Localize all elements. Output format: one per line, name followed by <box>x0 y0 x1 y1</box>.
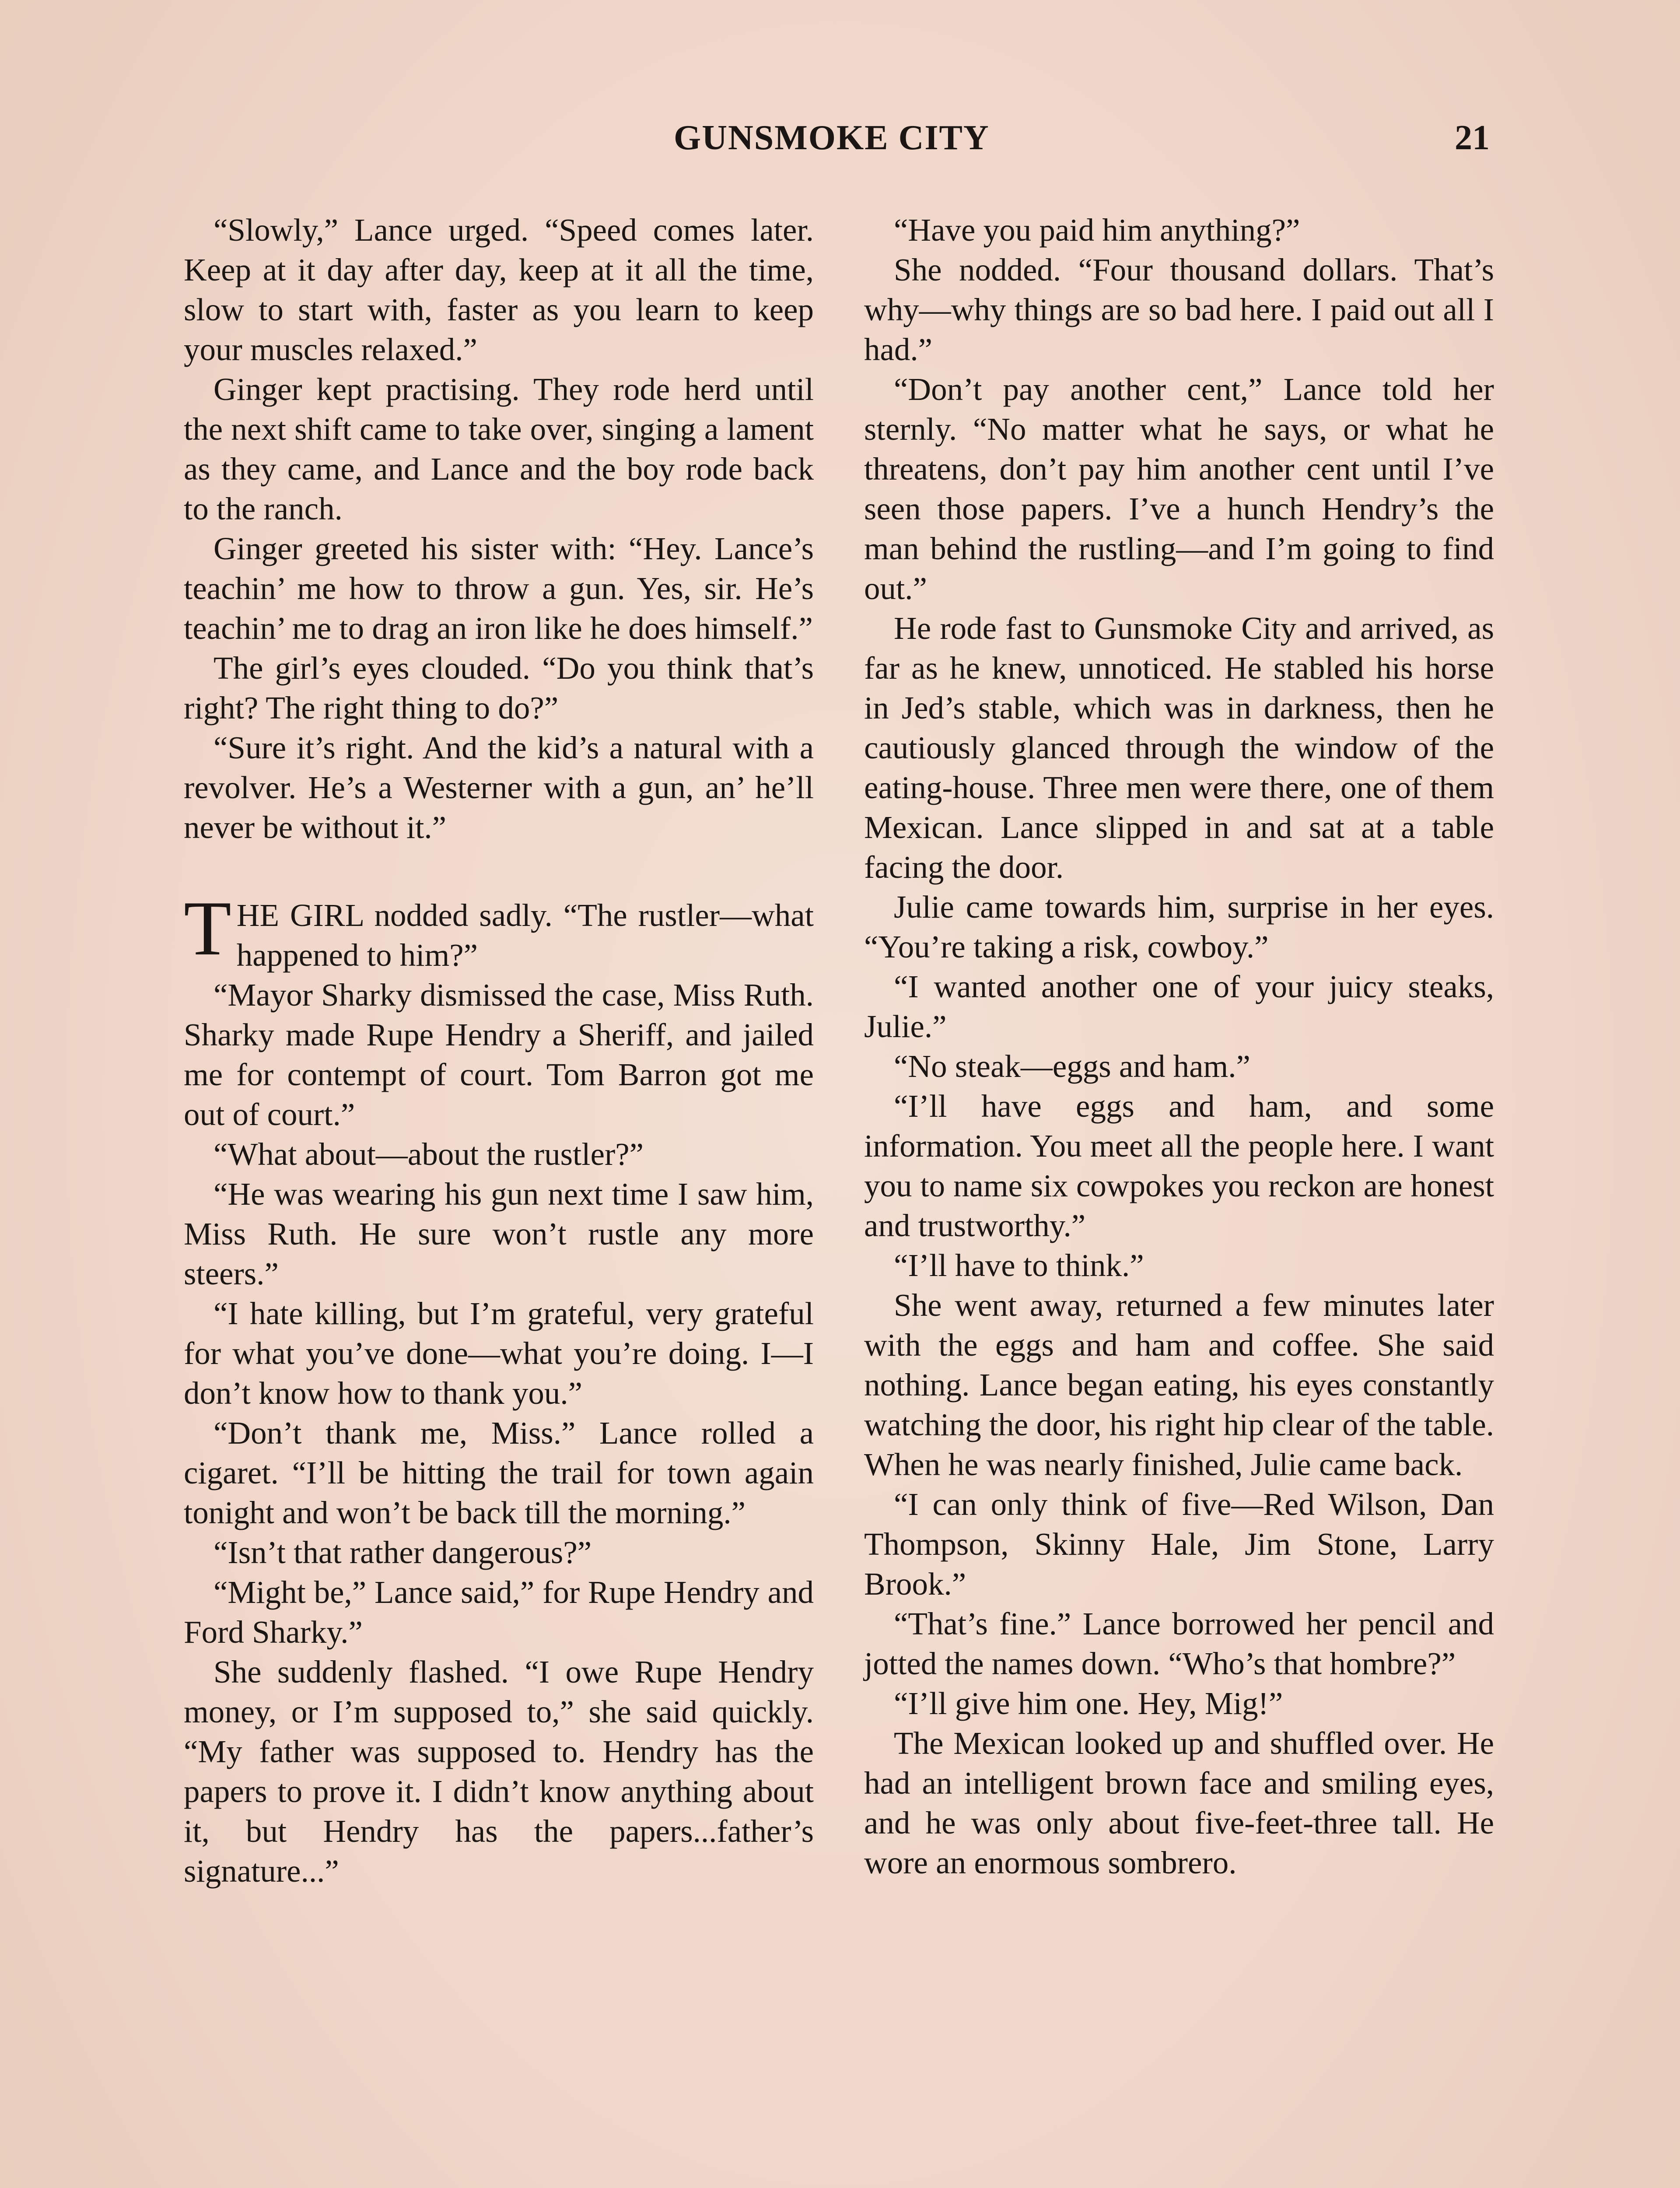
right-column <box>864 210 1494 1883</box>
paragraph: “Have you paid him anything?” <box>894 212 1300 248</box>
running-header: GUNSMOKE CITY <box>674 119 990 157</box>
paragraph-text: HE GIRL nodded sadly. “The rustler—what happened to him?” <box>236 898 814 973</box>
paragraph: “Mayor Sharky dismissed the case, Miss Ruth. Sharky made Rupe Hendry a Sheriff, and jailed me for contempt of court. Tom Barron got me out of court.” <box>184 977 814 1132</box>
paragraph: She nodded. “Four thousand dollars. That’s why—why things are so bad here. I paid out all I had.” <box>864 252 1494 367</box>
paragraph: “Isn’t that rather dangerous?” <box>214 1535 592 1570</box>
paragraph: “I hate killing, but I’m grateful, very grateful for what you’ve done—what you’re doing. I—I don’t know how to thank you.” <box>184 1296 814 1411</box>
paragraph: “Sure it’s right. And the kid’s a natural with a revolver. He’s a Westerner with a gun, an’ he’ll never be without it.” <box>184 730 814 845</box>
paragraph: Ginger greeted his sister with: “Hey. Lance’s teachin’ me how to throw a gun. Yes, sir. He’s teachin’ me to drag an iron like he does himself.” <box>184 531 814 646</box>
paragraph: Ginger kept practising. They rode herd until the next shift came to take over, singing a lament as they came, and Lance and the boy rode back to the ranch. <box>184 372 814 526</box>
section-opening-paragraph <box>184 885 814 975</box>
paragraph: “I can only think of five—Red Wilson, Dan Thompson, Skinny Hale, Jim Stone, Larry Brook.” <box>864 1487 1494 1602</box>
paragraph: Julie came towards him, surprise in her eyes. “You’re taking a risk, cowboy.” <box>864 889 1494 964</box>
paragraph: “He was wearing his gun next time I saw him, Miss Ruth. He sure won’t rustle any more steers.” <box>184 1176 814 1291</box>
paragraph: He rode fast to Gunsmoke City and arrived, as far as he knew, unnoticed. He stabled his horse in Jed’s stable, which was in darkness, then he cautiously glanced through the window of the eating-house. Three men were there, one of them Mexican. Lance slipped in and sat at a table facing the door. <box>864 610 1494 885</box>
paragraph: “That’s fine.” Lance borrowed her pencil and jotted the names down. “Who’s that hombre?” <box>864 1606 1494 1681</box>
drop-cap: T <box>184 885 231 971</box>
paragraph: She went away, returned a few minutes later with the eggs and ham and coffee. She said nothing. Lance began eating, his eyes constantly watching the door, his right hip clear of the table. When he was nearly finished, Julie came back. <box>864 1287 1494 1482</box>
paragraph: “Slowly,” Lance urged. “Speed comes later. Keep at it day after day, keep at it all the time, slow to start with, faster as you learn to keep your muscles relaxed.” <box>184 212 814 367</box>
paragraph: The Mexican looked up and shuffled over. He had an intelligent brown face and smiling eyes, and he was only about five-feet-three tall. He wore an enormous sombrero. <box>864 1725 1494 1880</box>
paragraph: “I’ll have eggs and ham, and some information. You meet all the people here. I want you to name six cowpokes you reckon are honest and trustworthy.” <box>864 1088 1494 1243</box>
paragraph: The girl’s eyes clouded. “Do you think that’s right? The right thing to do?” <box>184 650 814 726</box>
paragraph: She suddenly flashed. “I owe Rupe Hendry money, or I’m supposed to,” she said quickly. “My father was supposed to. Hendry has the papers to prove it. I didn’t know anything about it, but Hendry has the papers...father’s signature...” <box>184 1654 814 1889</box>
paragraph: “I’ll give him one. Hey, Mig!” <box>894 1686 1283 1721</box>
paragraph: “Might be,” Lance said,” for Rupe Hendry and Ford Sharky.” <box>184 1574 814 1650</box>
paragraph: “No steak—eggs and ham.” <box>894 1048 1250 1084</box>
paragraph: “Don’t thank me, Miss.” Lance rolled a cigaret. “I’ll be hitting the trail for town again tonight and won’t be back till the morning.” <box>184 1415 814 1530</box>
paragraph: “Don’t pay another cent,” Lance told her sternly. “No matter what he says, or what he threatens, don’t pay him another cent until I’ve seen those papers. I’ve a hunch Hendry’s the man behind the rustling—and I’m going to find out.” <box>864 372 1494 606</box>
left-column <box>184 210 814 1891</box>
paragraph: “What about—about the rustler?” <box>214 1136 644 1172</box>
paragraph: “I wanted another one of your juicy steaks, Julie.” <box>864 969 1494 1044</box>
paragraph: “I’ll have to think.” <box>894 1248 1144 1283</box>
page-number: 21 <box>1455 119 1490 157</box>
